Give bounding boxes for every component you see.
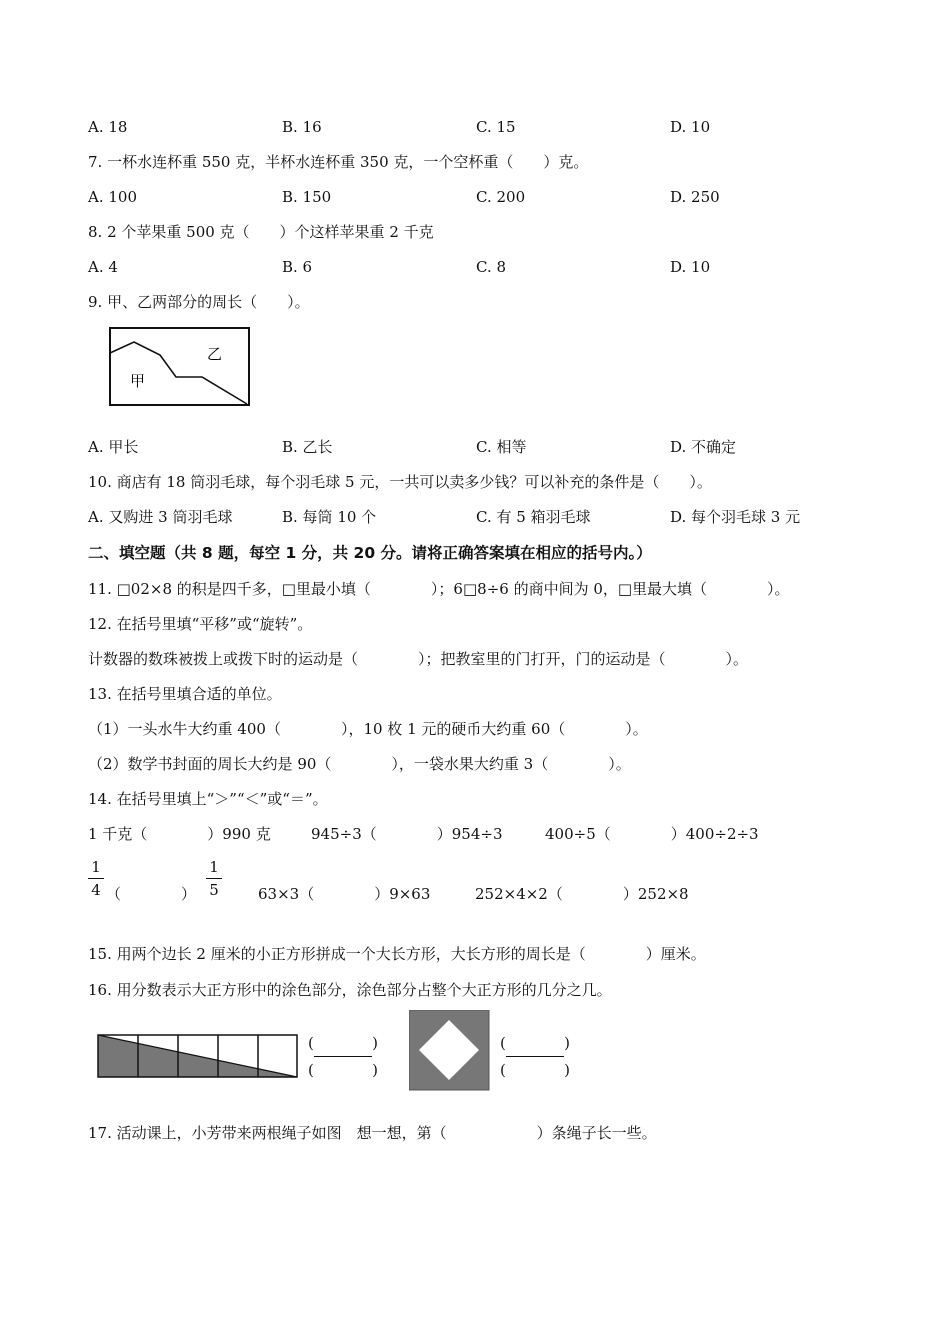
q7-option-b: B. 150 [282,188,332,206]
q14-fraction-quarter [86,858,106,899]
paren-close: ) [372,1061,378,1079]
q9-option-d: D. 不确定 [670,438,737,456]
q10-option-a: A. 又购进 3 筒羽毛球 [88,508,233,526]
fraction-denominator: 4 [91,881,101,899]
q14-compare-3: 400÷5（ ）400÷2÷3 [545,825,759,843]
q9-figure [108,326,252,408]
fraction-numerator: 1 [209,858,219,876]
q8-option-a: A. 4 [88,258,118,276]
paren-open: ( [308,1061,314,1079]
q14-compare-5: 63×3（ ）9×63 [258,885,431,903]
q8-option-b: B. 6 [282,258,313,276]
q13-line-1: （1）一头水牛大约重 400（ ），10 枚 1 元的硬币大约重 60（ ）。 [88,720,648,738]
fraction-denominator: 5 [209,881,219,899]
q16-figure-diamond [409,1010,491,1092]
q16-answer-fraction-1[interactable] [308,1033,378,1080]
question-7: 7. 一杯水连杯重 550 克，半杯水连杯重 350 克，一个空杯重（ ）克。 [88,153,589,171]
question-17: 17. 活动课上，小芳带来两根绳子如图 想一想，第（ ）条绳子长一些。 [88,1124,657,1142]
q6-option-b: B. 16 [282,118,322,136]
q14-fraction-blank: （ ） [106,885,197,903]
paren-open: ( [500,1034,506,1052]
q16-answer-fraction-2[interactable] [500,1033,570,1080]
q14-fraction-fifth [204,858,224,899]
q16-figure-strip [97,1034,301,1080]
question-10: 10. 商店有 18 筒羽毛球，每个羽毛球 5 元，一共可以卖多少钱？可以补充的条件是（ ）。 [88,473,712,491]
q8-option-d: D. 10 [670,258,711,276]
q6-option-c: C. 15 [476,118,516,136]
question-14: 14. 在括号里填上“＞”“＜”或“＝”。 [88,790,328,808]
paren-open: ( [308,1034,314,1052]
paren-open: ( [500,1061,506,1079]
question-15: 15. 用两个边长 2 厘米的小正方形拼成一个大长方形，大长方形的周长是（ ）厘米。 [88,945,706,963]
question-8: 8. 2 个苹果重 500 克（ ）个这样苹果重 2 千克 [88,223,434,241]
q8-option-c: C. 8 [476,258,507,276]
q10-option-c: C. 有 5 箱羽毛球 [476,508,591,526]
q7-option-d: D. 250 [670,188,720,206]
q12-line: 计数器的数珠被拨上或拨下时的运动是（ ）；把教室里的门打开，门的运动是（ ）。 [88,650,749,668]
fraction-numerator: 1 [91,858,101,876]
q9-option-c: C. 相等 [476,438,527,456]
q14-compare-1: 1 千克（ ）990 克 [88,825,271,843]
question-11: 11. □02×8 的积是四千多，□里最小填（ ）；6□8÷6 的商中间为 0，□里最大填（ ）。 [88,580,790,598]
q6-option-a: A. 18 [88,118,128,136]
question-13: 13. 在括号里填合适的单位。 [88,685,282,703]
q9-label-yi: 乙 [207,345,223,363]
paren-close: ) [372,1034,378,1052]
question-16: 16. 用分数表示大正方形中的涂色部分，涂色部分占整个大正方形的几分之几。 [88,981,612,999]
q9-option-a: A. 甲长 [88,438,139,456]
q6-option-d: D. 10 [670,118,711,136]
q10-option-b: B. 每筒 10 个 [282,508,377,526]
paren-close: ) [564,1061,570,1079]
q13-line-2: （2）数学书封面的周长大约是 90（ ），一袋水果大约重 3（ ）。 [88,755,631,773]
q7-option-a: A. 100 [88,188,137,206]
q10-option-d: D. 每个羽毛球 3 元 [670,508,801,526]
question-12: 12. 在括号里填“平移”或“旋转”。 [88,615,313,633]
q7-option-c: C. 200 [476,188,526,206]
q9-label-jia: 甲 [130,372,146,390]
paren-close: ) [564,1034,570,1052]
q14-compare-6: 252×4×2（ ）252×8 [475,885,689,903]
question-9: 9. 甲、乙两部分的周长（ ）。 [88,293,310,311]
q9-option-b: B. 乙长 [282,438,333,456]
section-2-title: 二、填空题（共 8 题，每空 1 分，共 20 分。请将正确答案填在相应的括号内。） [88,544,652,562]
q14-compare-2: 945÷3（ ）954÷3 [311,825,503,843]
